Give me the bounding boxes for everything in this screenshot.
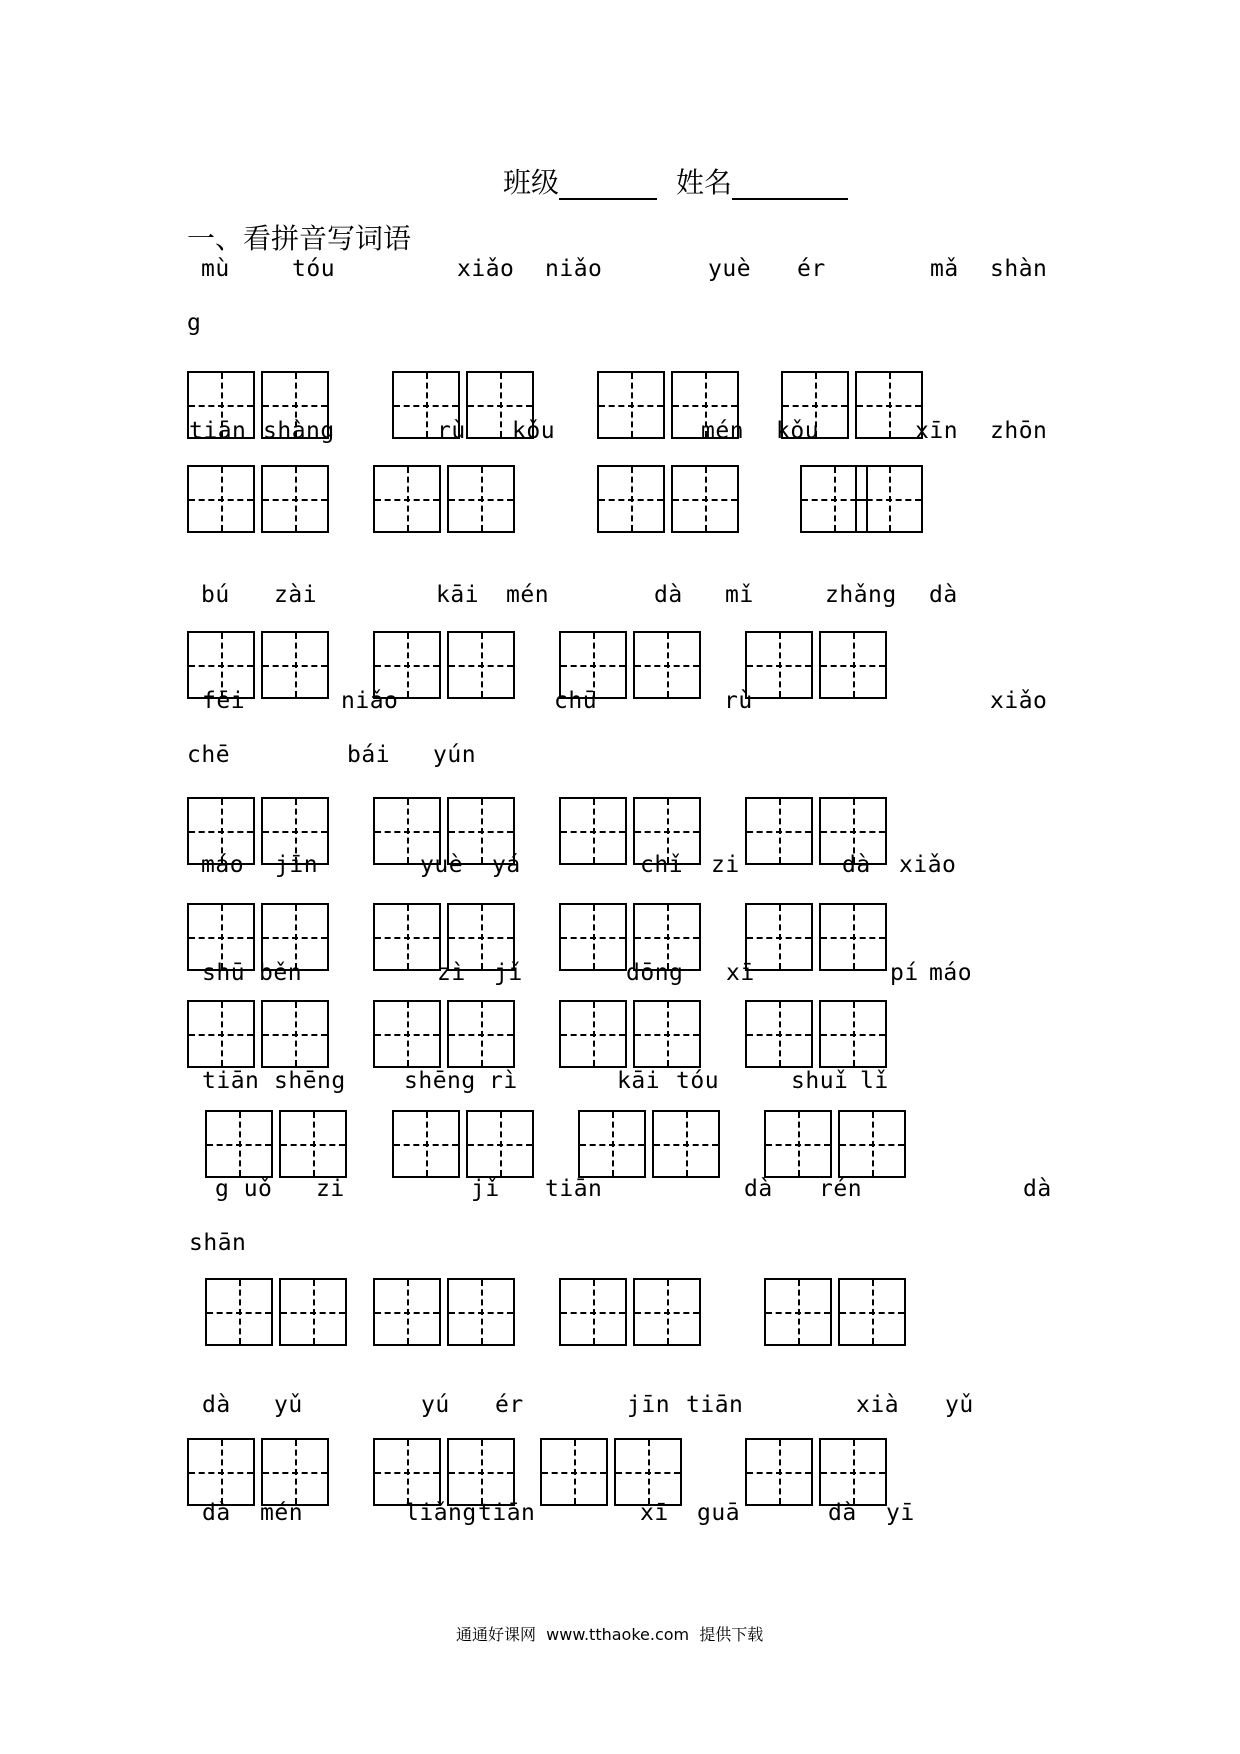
writing-box[interactable] bbox=[819, 1438, 887, 1506]
pinyin-label: máo bbox=[929, 960, 973, 986]
pinyin-label: xiǎo bbox=[990, 688, 1048, 714]
writing-box[interactable] bbox=[392, 371, 460, 439]
name-label-text: 姓名 bbox=[676, 166, 733, 199]
pinyin-label: tóu bbox=[676, 1068, 720, 1094]
pinyin-label: dà bbox=[828, 1500, 857, 1526]
pinyin-label: dōng bbox=[626, 960, 684, 986]
writing-box[interactable] bbox=[261, 371, 329, 439]
pinyin-label: kǒu bbox=[512, 418, 556, 444]
pinyin-label: shàn bbox=[990, 256, 1048, 282]
pinyin-label: dà bbox=[654, 582, 683, 608]
writing-box[interactable] bbox=[559, 1278, 627, 1346]
pinyin-label: shàng bbox=[263, 418, 335, 444]
pinyin-label: niǎo bbox=[545, 256, 603, 282]
pinyin-label: máo bbox=[201, 852, 245, 878]
writing-box[interactable] bbox=[279, 1110, 347, 1178]
pinyin-label: kāi bbox=[436, 582, 480, 608]
writing-box[interactable] bbox=[633, 797, 701, 865]
writing-box[interactable] bbox=[819, 631, 887, 699]
pinyin-label: rì bbox=[489, 1068, 518, 1094]
writing-box[interactable] bbox=[633, 631, 701, 699]
writing-box[interactable] bbox=[373, 465, 441, 533]
pinyin-label: dà bbox=[929, 582, 958, 608]
pinyin-label: yuè bbox=[708, 256, 752, 282]
writing-box[interactable] bbox=[559, 631, 627, 699]
pinyin-label: xià bbox=[856, 1392, 900, 1418]
writing-box[interactable] bbox=[540, 1438, 608, 1506]
pinyin-label: zhǎng bbox=[825, 582, 897, 608]
pinyin-label: xiǎo bbox=[899, 852, 957, 878]
writing-box[interactable] bbox=[559, 903, 627, 971]
writing-box[interactable] bbox=[633, 1000, 701, 1068]
writing-box[interactable] bbox=[279, 1278, 347, 1346]
writing-box[interactable] bbox=[447, 465, 515, 533]
pinyin-label: yá bbox=[492, 852, 521, 878]
pinyin-label: zhōn bbox=[990, 418, 1048, 444]
pinyin-label: xī bbox=[726, 960, 755, 986]
writing-box[interactable] bbox=[187, 371, 255, 439]
pinyin-label: kǒu bbox=[776, 418, 820, 444]
pinyin-label: pí bbox=[890, 960, 919, 986]
pinyin-label: yún bbox=[433, 742, 477, 768]
writing-box[interactable] bbox=[466, 1110, 534, 1178]
pinyin-label: jǐ bbox=[494, 960, 523, 986]
pinyin-label: guā bbox=[697, 1500, 741, 1526]
writing-box[interactable] bbox=[764, 1110, 832, 1178]
pinyin-label: g bbox=[187, 310, 202, 336]
pinyin-label: dà bbox=[842, 852, 871, 878]
writing-box[interactable] bbox=[855, 465, 923, 533]
writing-box[interactable] bbox=[838, 1278, 906, 1346]
pinyin-label: mén bbox=[506, 582, 550, 608]
writing-box[interactable] bbox=[373, 1278, 441, 1346]
pinyin-label: chū bbox=[554, 688, 598, 714]
pinyin-label: ér bbox=[797, 256, 826, 282]
writing-box[interactable] bbox=[855, 371, 923, 439]
pinyin-label: yī bbox=[886, 1500, 915, 1526]
pinyin-label: shuǐ bbox=[791, 1068, 849, 1094]
pinyin-label: chē bbox=[187, 742, 231, 768]
pinyin-label: shān bbox=[189, 1230, 247, 1256]
writing-box[interactable] bbox=[781, 371, 849, 439]
pinyin-label: rén bbox=[819, 1176, 863, 1202]
writing-box[interactable] bbox=[597, 371, 665, 439]
pinyin-label: yǔ bbox=[274, 1392, 303, 1418]
writing-box[interactable] bbox=[745, 631, 813, 699]
writing-box[interactable] bbox=[819, 1000, 887, 1068]
pinyin-label: tóu bbox=[292, 256, 336, 282]
pinyin-label: tiān bbox=[478, 1500, 536, 1526]
writing-box[interactable] bbox=[261, 797, 329, 865]
writing-box[interactable] bbox=[261, 1000, 329, 1068]
pinyin-label: jīn bbox=[275, 852, 319, 878]
writing-box[interactable] bbox=[447, 797, 515, 865]
pinyin-label: ér bbox=[495, 1392, 524, 1418]
writing-box[interactable] bbox=[392, 1110, 460, 1178]
pinyin-label: mǐ bbox=[725, 582, 754, 608]
writing-box[interactable] bbox=[373, 1438, 441, 1506]
writing-box[interactable] bbox=[745, 1000, 813, 1068]
pinyin-label: liǎng bbox=[405, 1500, 477, 1526]
writing-box[interactable] bbox=[261, 465, 329, 533]
name-label bbox=[676, 166, 848, 200]
pinyin-label: mén bbox=[260, 1500, 304, 1526]
pinyin-label: zi bbox=[316, 1176, 345, 1202]
pinyin-label: jīn bbox=[627, 1392, 671, 1418]
writing-box[interactable] bbox=[764, 1278, 832, 1346]
writing-box[interactable] bbox=[187, 465, 255, 533]
pinyin-label: chǐ bbox=[640, 852, 684, 878]
pinyin-label: kāi bbox=[617, 1068, 661, 1094]
writing-box[interactable] bbox=[671, 371, 739, 439]
pinyin-label: fēi bbox=[202, 688, 246, 714]
writing-box[interactable] bbox=[187, 797, 255, 865]
class-label bbox=[503, 166, 657, 200]
writing-box[interactable] bbox=[745, 1438, 813, 1506]
writing-box[interactable] bbox=[373, 903, 441, 971]
pinyin-label: zì bbox=[437, 960, 466, 986]
writing-box[interactable] bbox=[373, 1000, 441, 1068]
writing-box[interactable] bbox=[614, 1438, 682, 1506]
pinyin-label: rù bbox=[724, 688, 753, 714]
writing-box[interactable] bbox=[559, 1000, 627, 1068]
pinyin-label: tiān bbox=[545, 1176, 603, 1202]
pinyin-label: dà bbox=[202, 1500, 231, 1526]
writing-box[interactable] bbox=[373, 797, 441, 865]
pinyin-label: dà bbox=[1023, 1176, 1052, 1202]
writing-box[interactable] bbox=[187, 631, 255, 699]
writing-box[interactable] bbox=[559, 797, 627, 865]
pinyin-label: shēng bbox=[274, 1068, 346, 1094]
pinyin-label: dà bbox=[744, 1176, 773, 1202]
writing-box[interactable] bbox=[373, 631, 441, 699]
writing-box[interactable] bbox=[187, 903, 255, 971]
pinyin-label: yǔ bbox=[945, 1392, 974, 1418]
writing-box[interactable] bbox=[597, 465, 665, 533]
pinyin-label: xiǎo bbox=[457, 256, 515, 282]
class-label-text: 班级 bbox=[503, 166, 560, 199]
writing-box[interactable] bbox=[261, 1438, 329, 1506]
pinyin-label: yú bbox=[421, 1392, 450, 1418]
footer: 通通好课网 www.tthaoke.com 提供下载 bbox=[456, 1625, 764, 1644]
writing-box[interactable] bbox=[447, 1278, 515, 1346]
writing-box[interactable] bbox=[838, 1110, 906, 1178]
writing-box[interactable] bbox=[745, 797, 813, 865]
writing-box[interactable] bbox=[261, 631, 329, 699]
pinyin-label: tiān bbox=[202, 1068, 260, 1094]
pinyin-label: tiān bbox=[189, 418, 247, 444]
writing-box[interactable] bbox=[466, 371, 534, 439]
writing-box[interactable] bbox=[205, 1278, 273, 1346]
pinyin-label: dà bbox=[202, 1392, 231, 1418]
writing-box[interactable] bbox=[261, 903, 329, 971]
pinyin-label: bái bbox=[347, 742, 391, 768]
name-blank[interactable] bbox=[732, 172, 848, 200]
pinyin-label: xīn bbox=[915, 418, 959, 444]
pinyin-label: yuè bbox=[420, 852, 464, 878]
writing-box[interactable] bbox=[652, 1110, 720, 1178]
pinyin-label: shēng bbox=[404, 1068, 476, 1094]
writing-box[interactable] bbox=[187, 1000, 255, 1068]
writing-box[interactable] bbox=[819, 903, 887, 971]
pinyin-label: zài bbox=[274, 582, 318, 608]
pinyin-label: g uǒ bbox=[215, 1176, 273, 1202]
pinyin-label: mù bbox=[201, 256, 230, 282]
pinyin-label: niǎo bbox=[341, 688, 399, 714]
writing-box[interactable] bbox=[447, 1000, 515, 1068]
writing-box[interactable] bbox=[187, 1438, 255, 1506]
pinyin-label: mén bbox=[701, 418, 745, 444]
writing-box[interactable] bbox=[633, 1278, 701, 1346]
writing-box[interactable] bbox=[819, 797, 887, 865]
pinyin-label: tiān bbox=[686, 1392, 744, 1418]
pinyin-label: bú bbox=[201, 582, 230, 608]
writing-box[interactable] bbox=[447, 631, 515, 699]
writing-box[interactable] bbox=[671, 465, 739, 533]
pinyin-label: xī bbox=[640, 1500, 669, 1526]
writing-box[interactable] bbox=[447, 1438, 515, 1506]
pinyin-label: běn bbox=[259, 960, 303, 986]
writing-box[interactable] bbox=[633, 903, 701, 971]
pinyin-label: zi bbox=[711, 852, 740, 878]
writing-box[interactable] bbox=[447, 903, 515, 971]
pinyin-label: lǐ bbox=[860, 1068, 889, 1094]
pinyin-label: shū bbox=[202, 960, 246, 986]
pinyin-label: jǐ bbox=[471, 1176, 500, 1202]
writing-box[interactable] bbox=[205, 1110, 273, 1178]
class-blank[interactable] bbox=[559, 172, 657, 200]
writing-box[interactable] bbox=[745, 903, 813, 971]
pinyin-label: rù bbox=[437, 418, 466, 444]
writing-box[interactable] bbox=[578, 1110, 646, 1178]
pinyin-label: mǎ bbox=[930, 256, 959, 282]
section-title: 一、看拼音写词语 bbox=[187, 222, 412, 255]
